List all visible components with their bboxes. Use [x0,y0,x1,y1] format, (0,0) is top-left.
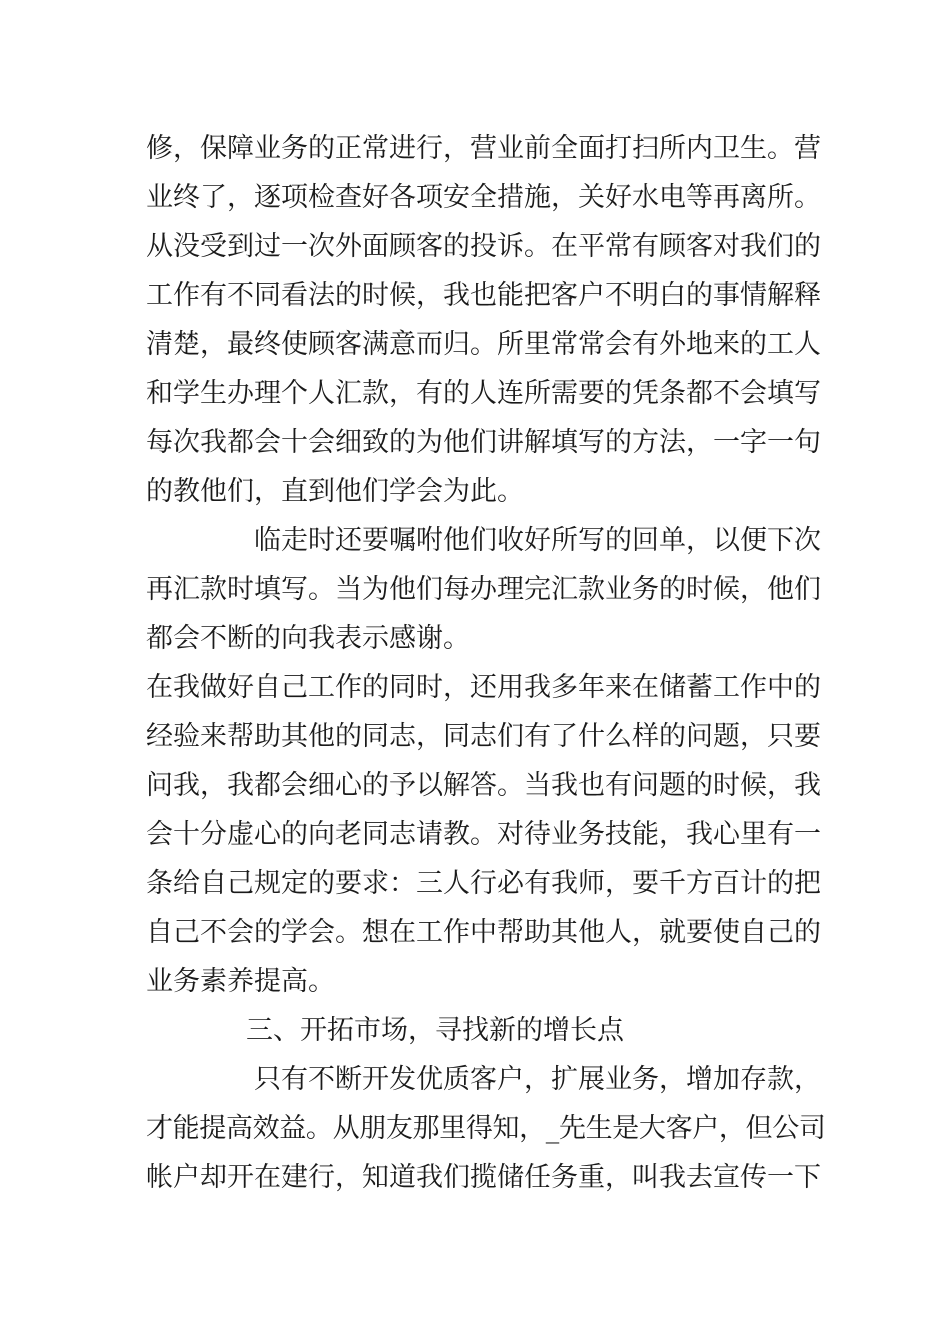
text-line: 才能提高效益。从朋友那里得知，_先生是大客户，但公司 [146,1113,826,1144]
text-line: 再汇款时填写。当为他们每办理完汇款业务的时候，他们 [146,574,821,605]
text-line: 业务素养提高。 [146,966,335,997]
text-line: 从没受到过一次外面顾客的投诉。在平常有顾客对我们的 [146,231,821,262]
text-line: 三、开拓市场，寻找新的增长点 [246,1015,624,1046]
text-line: 临走时还要嘱咐他们收好所写的回单，以便下次 [254,525,821,556]
text-line: 工作有不同看法的时候，我也能把客户不明白的事情解释 [146,280,821,311]
text-line: 修，保障业务的正常进行，营业前全面打扫所内卫生。营 [146,133,821,164]
text-line: 清楚，最终使顾客满意而归。所里常常会有外地来的工人 [146,329,821,360]
text-line: 自己不会的学会。想在工作中帮助其他人，就要使自己的 [146,917,821,948]
text-line: 经验来帮助其他的同志，同志们有了什么样的问题，只要 [146,721,821,752]
text-line: 都会不断的向我表示感谢。 [146,623,470,654]
text-line: 业终了，逐项检查好各项安全措施，关好水电等再离所。 [146,182,821,213]
text-line: 问我，我都会细心的予以解答。当我也有问题的时候，我 [146,770,821,801]
text-line: 条给自己规定的要求：三人行必有我师，要千方百计的把 [146,868,821,899]
text-line: 只有不断开发优质客户，扩展业务，增加存款， [254,1064,821,1095]
text-line: 帐户却开在建行，知道我们揽储任务重，叫我去宣传一下 [146,1162,821,1193]
text-line: 每次我都会十会细致的为他们讲解填写的方法，一字一句 [146,427,821,458]
text-line: 会十分虚心的向老同志请教。对待业务技能，我心里有一 [146,819,821,850]
text-line: 的教他们，直到他们学会为此。 [146,476,524,507]
body-text [146,124,826,1202]
text-line: 和学生办理个人汇款，有的人连所需要的凭条都不会填写 [146,378,821,409]
text-line: 在我做好自己工作的同时，还用我多年来在储蓄工作中的 [146,672,821,703]
